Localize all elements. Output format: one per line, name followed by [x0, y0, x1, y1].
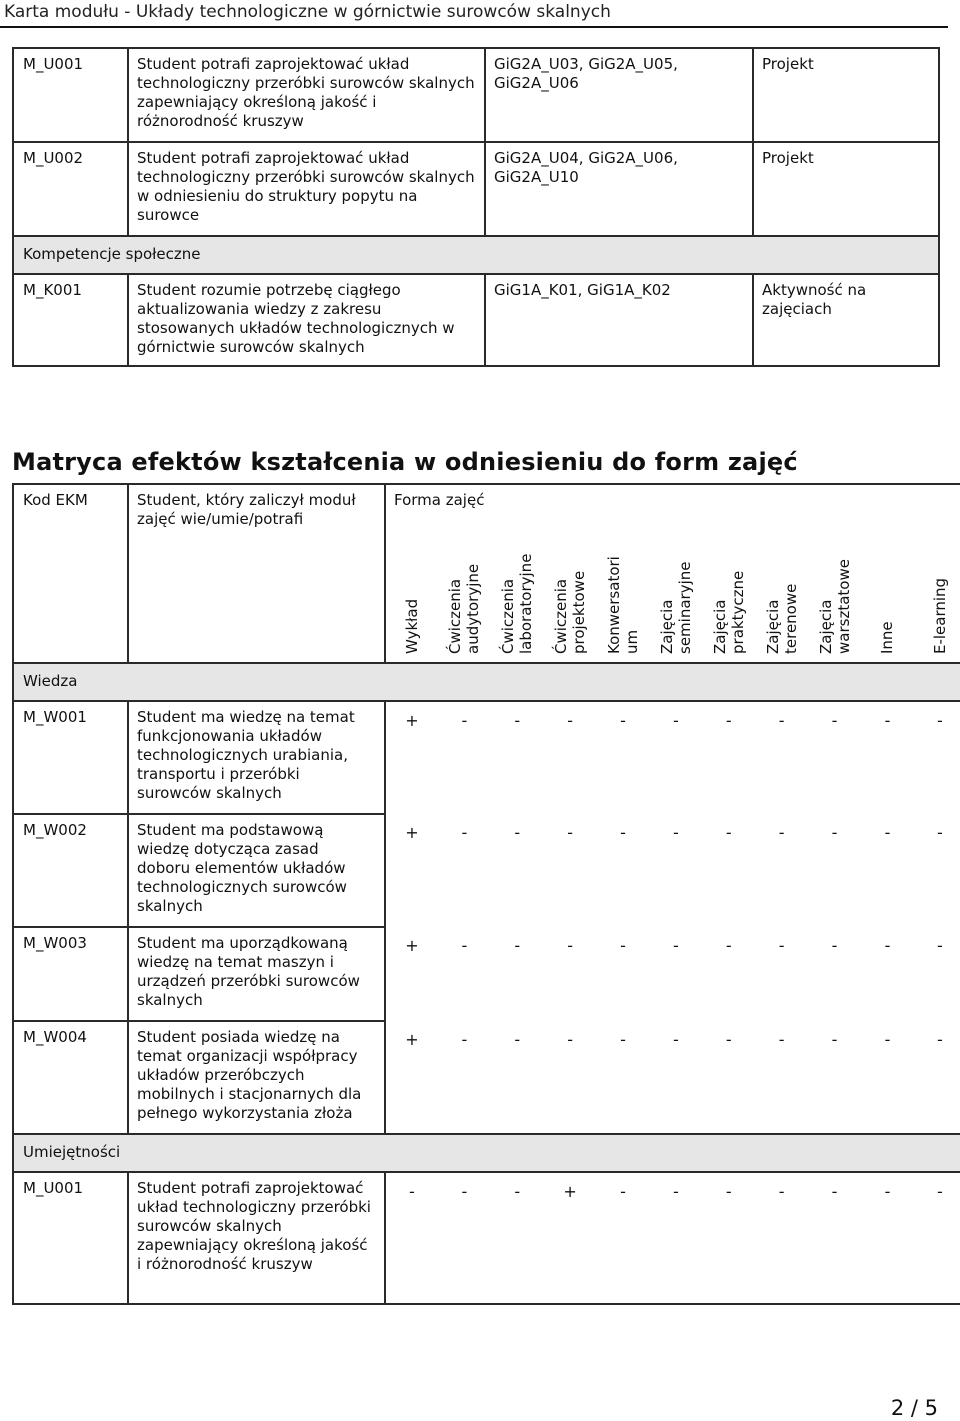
form-header-label [658, 562, 694, 654]
form-value-cell: - [567, 1030, 573, 1049]
form-value-cell: - [884, 823, 891, 842]
form-header-line: projektowe [570, 570, 589, 654]
form-header-line: Zajęcia [657, 599, 676, 654]
outcome-code: M_U001 [13, 1172, 128, 1304]
form-header-line: Zajęcia [763, 599, 782, 654]
form-value-cell: - [755, 1172, 808, 1304]
form-header-line: audytoryjne [464, 563, 483, 654]
form-header [808, 540, 861, 663]
form-header-line: Ćwiczenia [499, 578, 518, 654]
form-value-cell: - [884, 1030, 891, 1049]
form-value-cell: - [831, 1030, 838, 1049]
form-value-cell: - [567, 711, 573, 730]
form-value-cell: - [461, 936, 468, 955]
form-header-label [878, 621, 896, 654]
form-value-cell: - [514, 823, 521, 842]
outcome-code: M_W001 [13, 701, 128, 814]
page-header-title: Karta modułu - Układy technologiczne w górnictwie surowców skalnych [4, 2, 611, 22]
form-header-label [499, 554, 535, 654]
form-header [914, 540, 960, 663]
form-header-label [446, 564, 482, 654]
form-header [544, 540, 597, 663]
table-row [13, 48, 939, 142]
section-heading: Wiedza [13, 663, 960, 701]
form-value-cell: - [597, 1172, 650, 1304]
form-value-cell: + [405, 711, 419, 730]
form-header [649, 540, 702, 663]
outcome-description: Student potrafi zaprojektować układ technologiczny przeróbki surowców skalnych zapewniający określoną jakość i różnorodność kruszyw [128, 48, 485, 142]
form-header-line: um [623, 629, 641, 654]
form-value-cell: - [914, 1021, 960, 1134]
form-header-line: E-learning [930, 577, 949, 654]
form-value-cell: - [831, 711, 838, 730]
table-row [13, 142, 939, 236]
form-value-cell: - [914, 927, 960, 1021]
form-value-cell: - [461, 711, 468, 730]
verification-method: Projekt [753, 48, 939, 142]
form-value-cell: - [514, 936, 521, 955]
form-value-cell: - [620, 1030, 626, 1049]
form-value-cell: - [461, 823, 468, 842]
form-value-cell: - [778, 823, 785, 842]
form-value-cell: - [438, 1172, 491, 1304]
form-value-cell: - [831, 823, 838, 842]
outcome-code: M_W003 [13, 927, 128, 1021]
form-header-line: Zajęcia [710, 599, 729, 654]
form-value-cell: - [673, 1030, 679, 1049]
outcome-references: GiG2A_U04, GiG2A_U06, GiG2A_U10 [485, 142, 753, 236]
form-value-cell: - [725, 823, 732, 842]
form-header-label [817, 559, 853, 654]
form-value-cell: - [831, 936, 838, 955]
verification-method: Projekt [753, 142, 939, 236]
form-header-line: Konwersatori [605, 556, 623, 654]
matrix-header-row [13, 484, 960, 540]
form-header-label [764, 584, 800, 654]
form-header-line: laboratoryjne [517, 553, 536, 654]
outcome-description: Student posiada wiedzę na temat organizacji współpracy układów przeróbczych mobilnych i stacjonarnych dla pełnego wykorzystania złoża [128, 1021, 385, 1134]
form-value-cell: - [491, 1172, 544, 1304]
form-header-label [552, 571, 588, 654]
outcome-code: M_W002 [13, 814, 128, 927]
form-value-cell: - [567, 936, 573, 955]
column-header-code: Kod EKM [13, 484, 128, 663]
form-header [438, 540, 491, 663]
form-value-cell: + [405, 1030, 419, 1049]
form-value-cell: - [725, 1030, 732, 1049]
form-header-line: Ćwiczenia [446, 578, 465, 654]
form-header-line: terenowe [781, 583, 800, 654]
form-header-label [711, 571, 747, 654]
outcome-references: GiG1A_K01, GiG1A_K02 [485, 274, 753, 366]
table-row [13, 927, 960, 1021]
form-value-cell: - [702, 1172, 755, 1304]
form-value-cell: + [405, 823, 419, 842]
form-value-cell: - [673, 823, 679, 842]
form-value-cell: - [884, 936, 891, 955]
form-header [755, 540, 808, 663]
form-header-line: Ćwiczenia [552, 578, 571, 654]
header-rule [0, 26, 948, 28]
form-value-cell: + [544, 1172, 597, 1304]
form-header [861, 540, 914, 663]
form-value-cell: - [914, 701, 960, 814]
learning-outcomes-table [12, 47, 940, 367]
form-value-cell: - [808, 1172, 861, 1304]
form-header-line: Zajęcia [816, 599, 835, 654]
form-value-cell: - [725, 936, 732, 955]
table-row [13, 274, 939, 366]
form-header-line: Inne [878, 621, 897, 654]
section-heading: Umiejętności [13, 1134, 960, 1172]
form-value-cell: - [461, 1030, 468, 1049]
outcome-code: M_K001 [13, 274, 128, 366]
table-row [13, 701, 960, 814]
form-header-line: Wykład [402, 598, 421, 654]
form-header-line: seminaryjne [675, 561, 694, 654]
column-header-forms: Forma zajęć [385, 484, 960, 540]
form-value-cell: + [405, 936, 419, 955]
form-header-label [605, 556, 641, 654]
form-value-cell: - [567, 823, 573, 842]
form-header [385, 540, 438, 663]
outcome-description: Student ma wiedzę na temat funkcjonowania układów technologicznych urabiania, transportu i przeróbki surowców skalnych [128, 701, 385, 814]
form-value-cell: - [514, 711, 521, 730]
form-value-cell: - [620, 823, 626, 842]
verification-method: Aktywność na zajęciach [753, 274, 939, 366]
outcome-description: Student potrafi zaprojektować układ technologiczny przeróbki surowców skalnych w odniesieniu do struktury popytu na surowce [128, 142, 485, 236]
table-row [13, 814, 960, 927]
outcome-description: Student rozumie potrzebę ciągłego aktualizowania wiedzy z zakresu stosowanych układów technologicznych w górnictwie surowców skalnych [128, 274, 485, 366]
form-value-cell: - [884, 711, 891, 730]
outcome-code: M_U002 [13, 142, 128, 236]
outcome-description: Student potrafi zaprojektować układ technologiczny przeróbki surowców skalnych zapewniający określoną jakość i różnorodność kruszyw [128, 1172, 385, 1304]
form-header-line: praktyczne [728, 570, 747, 654]
outcome-description: Student ma podstawową wiedzę dotycząca zasad doboru elementów układów technologicznych surowców skalnych [128, 814, 385, 927]
form-value-cell: - [673, 936, 679, 955]
form-value-cell: - [649, 1172, 702, 1304]
outcome-description: Student ma uporządkowaną wiedzę na temat maszyn i urządzeń przeróbki surowców skalnych [128, 927, 385, 1021]
outcome-code: M_W004 [13, 1021, 128, 1134]
table-row [13, 1172, 960, 1304]
matrix-table [12, 483, 960, 1305]
form-header-line: warsztatowe [834, 559, 853, 654]
page-number: 2 / 5 [890, 1396, 938, 1420]
form-value-cell: - [514, 1030, 521, 1049]
outcome-references: GiG2A_U03, GiG2A_U05, GiG2A_U06 [485, 48, 753, 142]
form-value-cell: - [778, 1030, 785, 1049]
form-header-label [403, 599, 421, 654]
form-value-cell: - [914, 1172, 960, 1304]
form-header [491, 540, 544, 663]
form-value-cell: - [778, 936, 785, 955]
form-value-cell: - [914, 814, 960, 927]
outcome-code: M_U001 [13, 48, 128, 142]
section-row [13, 236, 939, 274]
form-header [597, 540, 650, 663]
form-header-label [931, 578, 949, 654]
form-value-cell: - [385, 1172, 438, 1304]
table-row [13, 1021, 960, 1134]
form-value-cell: - [620, 711, 626, 730]
form-value-cell: - [620, 936, 626, 955]
form-value-cell: - [673, 711, 679, 730]
form-header [702, 540, 755, 663]
matrix-title: Matryca efektów kształcenia w odniesieniu do form zajęć [12, 448, 798, 476]
form-value-cell: - [778, 711, 785, 730]
section-heading: Kompetencje społeczne [13, 236, 939, 274]
form-value-cell: - [861, 1172, 914, 1304]
column-header-description: Student, który zaliczył moduł zajęć wie/umie/potrafi [128, 484, 385, 663]
section-row [13, 663, 960, 701]
form-value-cell: - [725, 711, 732, 730]
section-row [13, 1134, 960, 1172]
